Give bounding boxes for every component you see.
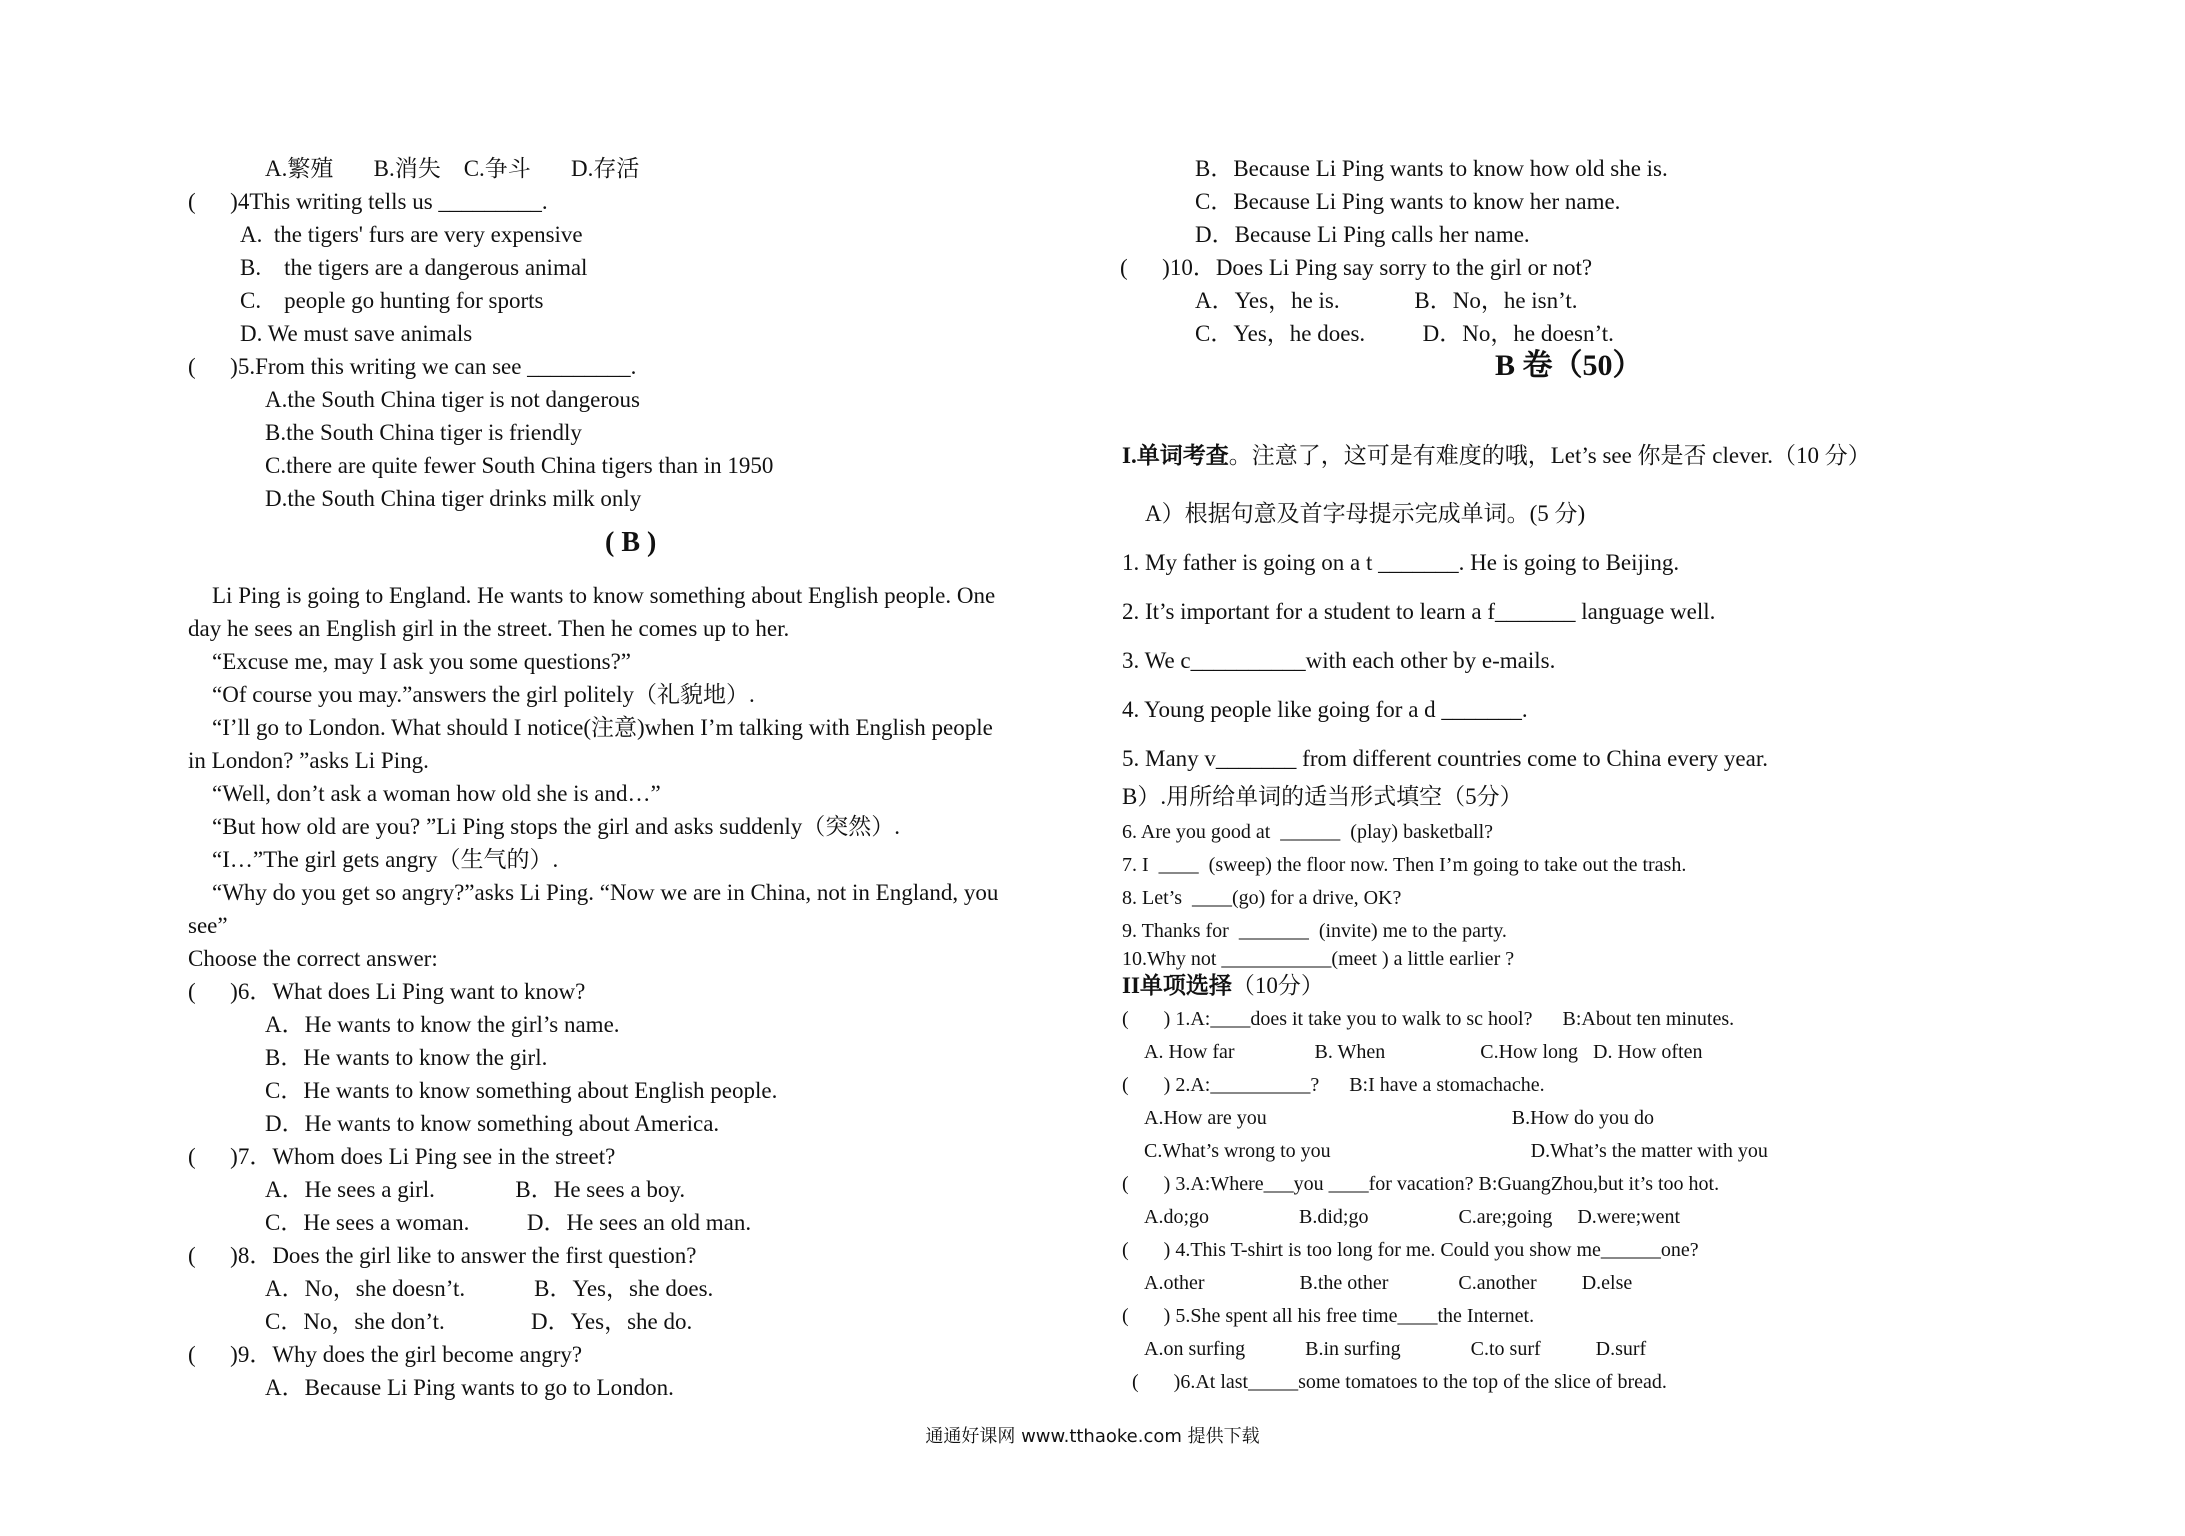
word-item-4: 4. Young people like going for a d _______. <box>1122 697 1528 722</box>
q9-option-d: D．Because Li Ping calls her name. <box>1195 222 1530 247</box>
fill-item-7: 7. I ____ (sweep) the floor now. Then I’m going to take out the trash. <box>1122 854 1687 876</box>
fill-item-6: 6. Are you good at ______ (play) basketball? <box>1122 821 1494 843</box>
part-a-instruction: A）根据句意及首字母提示完成单词。(5 分) <box>1145 501 1586 526</box>
q6-option-d: D．He wants to know something about America. <box>265 1111 720 1136</box>
word-item-2: 2. It’s important for a student to learn a f_______ language well. <box>1122 599 1716 624</box>
q6-stem: ( )6．What does Li Ping want to know? <box>188 979 586 1004</box>
q6-option-b: B．He wants to know the girl. <box>265 1045 548 1070</box>
passage-line: “But how old are you? ”Li Ping stops the girl and asks suddenly（突然）. <box>212 814 901 839</box>
q5-option-a: A.the South China tiger is not dangerous <box>265 387 640 412</box>
instruction: Choose the correct answer: <box>188 946 438 971</box>
passage-line: in London? ”asks Li Ping. <box>188 748 429 773</box>
q10-stem: ( )10．Does Li Ping say sorry to the girl or not? <box>1120 255 1593 280</box>
part-i-heading <box>1122 442 1871 470</box>
passage-line: see” <box>188 913 228 938</box>
page-footer: 通通好课网 www.tthaoke.com 提供下载 <box>925 1426 1260 1447</box>
section-b-heading: ( B ) <box>605 527 657 558</box>
fill-item-10: 10.Why not ___________(meet ) a little earlier ? <box>1122 948 1515 970</box>
q4-option-d: D. We must save animals <box>240 321 473 346</box>
q4-stem: ( )4This writing tells us _________. <box>188 189 548 214</box>
q3-options: A.繁殖 B.消失 C.争斗 D.存活 <box>265 156 640 181</box>
passage-line: “Excuse me, may I ask you some questions?” <box>212 649 631 674</box>
word-item-1: 1. My father is going on a t _______. He is going to Beijing. <box>1122 550 1680 575</box>
word-item-3: 3. We c__________with each other by e-mails. <box>1122 648 1556 673</box>
q5-option-b: B.the South China tiger is friendly <box>265 420 582 445</box>
mc-q2-options-cd: C.What’s wrong to you D.What’s the matter with you <box>1144 1140 1768 1162</box>
q7-stem: ( )7．Whom does Li Ping see in the street? <box>188 1144 616 1169</box>
passage-line: day he sees an English girl in the street. Then he comes up to her. <box>188 616 790 641</box>
q9-option-a: A．Because Li Ping wants to go to London. <box>265 1375 674 1400</box>
q10-options-ab: A．Yes，he is. B．No，he isn’t. <box>1195 288 1578 313</box>
part-ii-title: II单项选择 <box>1122 973 1232 998</box>
mc-q1-options: A. How far B. When C.How long D. How often <box>1144 1041 1703 1063</box>
q8-options-ab: A．No，she doesn’t. B．Yes，she does. <box>265 1276 714 1301</box>
q6-option-a: A．He wants to know the girl’s name. <box>265 1012 620 1037</box>
passage-line: Li Ping is going to England. He wants to know something about English people. One <box>212 583 996 608</box>
q9-stem: ( )9．Why does the girl become angry? <box>188 1342 583 1367</box>
part-i-title: I.单词考查 <box>1122 443 1229 468</box>
q7-options-ab: A．He sees a girl. B．He sees a boy. <box>265 1177 686 1202</box>
mc-q1-stem: ( ) 1.A:____does it take you to walk to sc hool? B:About ten minutes. <box>1122 1008 1735 1030</box>
passage-line: “I’ll go to London. What should I notice(注意)when I’m talking with English people <box>212 715 993 740</box>
q9-option-b: B．Because Li Ping wants to know how old she is. <box>1195 156 1668 181</box>
mc-q4-options: A.other B.the other C.another D.else <box>1144 1272 1633 1294</box>
q8-options-cd: C．No，she don’t. D．Yes，she do. <box>265 1309 693 1334</box>
q5-option-c: C.there are quite fewer South China tigers than in 1950 <box>265 453 774 478</box>
part-b-instruction: B）.用所给单词的适当形式填空（5分） <box>1122 784 1523 809</box>
q5-stem: ( )5.From this writing we can see _________. <box>188 354 637 379</box>
word-item-5: 5. Many v_______ from different countries come to China every year. <box>1122 746 1768 771</box>
q4-option-c: C. people go hunting for sports <box>240 288 544 313</box>
mc-q2-options-ab: A.How are you B.How do you do <box>1144 1107 1654 1129</box>
q6-option-c: C．He wants to know something about English people. <box>265 1078 778 1103</box>
q4-option-a: A. the tigers' furs are very expensive <box>240 222 583 247</box>
part-ii-score: （10分） <box>1231 973 1324 998</box>
q5-option-d: D.the South China tiger drinks milk only <box>265 486 642 511</box>
mc-q6-stem: ( )6.At last_____some tomatoes to the top of the slice of bread. <box>1132 1371 1667 1393</box>
mc-q2-stem: ( ) 2.A:__________? B:I have a stomachache. <box>1122 1074 1545 1096</box>
passage-line: “Well, don’t ask a woman how old she is and…” <box>212 781 661 806</box>
part-ii-heading <box>1122 972 1324 1000</box>
mc-q3-stem: ( ) 3.A:Where___you ____for vacation? B:GuangZhou,but it’s too hot. <box>1122 1173 1720 1195</box>
part-i-note: 。注意了，这可是有难度的哦，Let’s see 你是否 clever.（10 分） <box>1228 443 1871 468</box>
passage-line: “Why do you get so angry?”asks Li Ping. “Now we are in China, not in England, you <box>212 880 999 905</box>
passage-line: “I…”The girl gets angry（生气的）. <box>212 847 559 872</box>
mc-q5-stem: ( ) 5.She spent all his free time____the Internet. <box>1122 1305 1535 1327</box>
q10-options-cd: C．Yes，he does. D．No，he doesn’t. <box>1195 321 1614 346</box>
mc-q4-stem: ( ) 4.This T-shirt is too long for me. Could you show me______one? <box>1122 1239 1699 1261</box>
q9-option-c: C．Because Li Ping wants to know her name. <box>1195 189 1621 214</box>
mc-q5-options: A.on surfing B.in surfing C.to surf D.surf <box>1144 1338 1647 1360</box>
mc-q3-options: A.do;go B.did;go C.are;going D.were;went <box>1144 1206 1681 1228</box>
q8-stem: ( )8．Does the girl like to answer the first question? <box>188 1243 697 1268</box>
q7-options-cd: C．He sees a woman. D．He sees an old man. <box>265 1210 752 1235</box>
section-b-juan-heading: B 卷（50） <box>1495 349 1643 382</box>
passage-line: “Of course you may.”answers the girl politely（礼貌地）. <box>212 682 755 707</box>
q4-option-b: B. the tigers are a dangerous animal <box>240 255 588 280</box>
fill-item-8: 8. Let’s ____(go) for a drive, OK? <box>1122 887 1402 909</box>
fill-item-9: 9. Thanks for _______ (invite) me to the party. <box>1122 920 1507 942</box>
